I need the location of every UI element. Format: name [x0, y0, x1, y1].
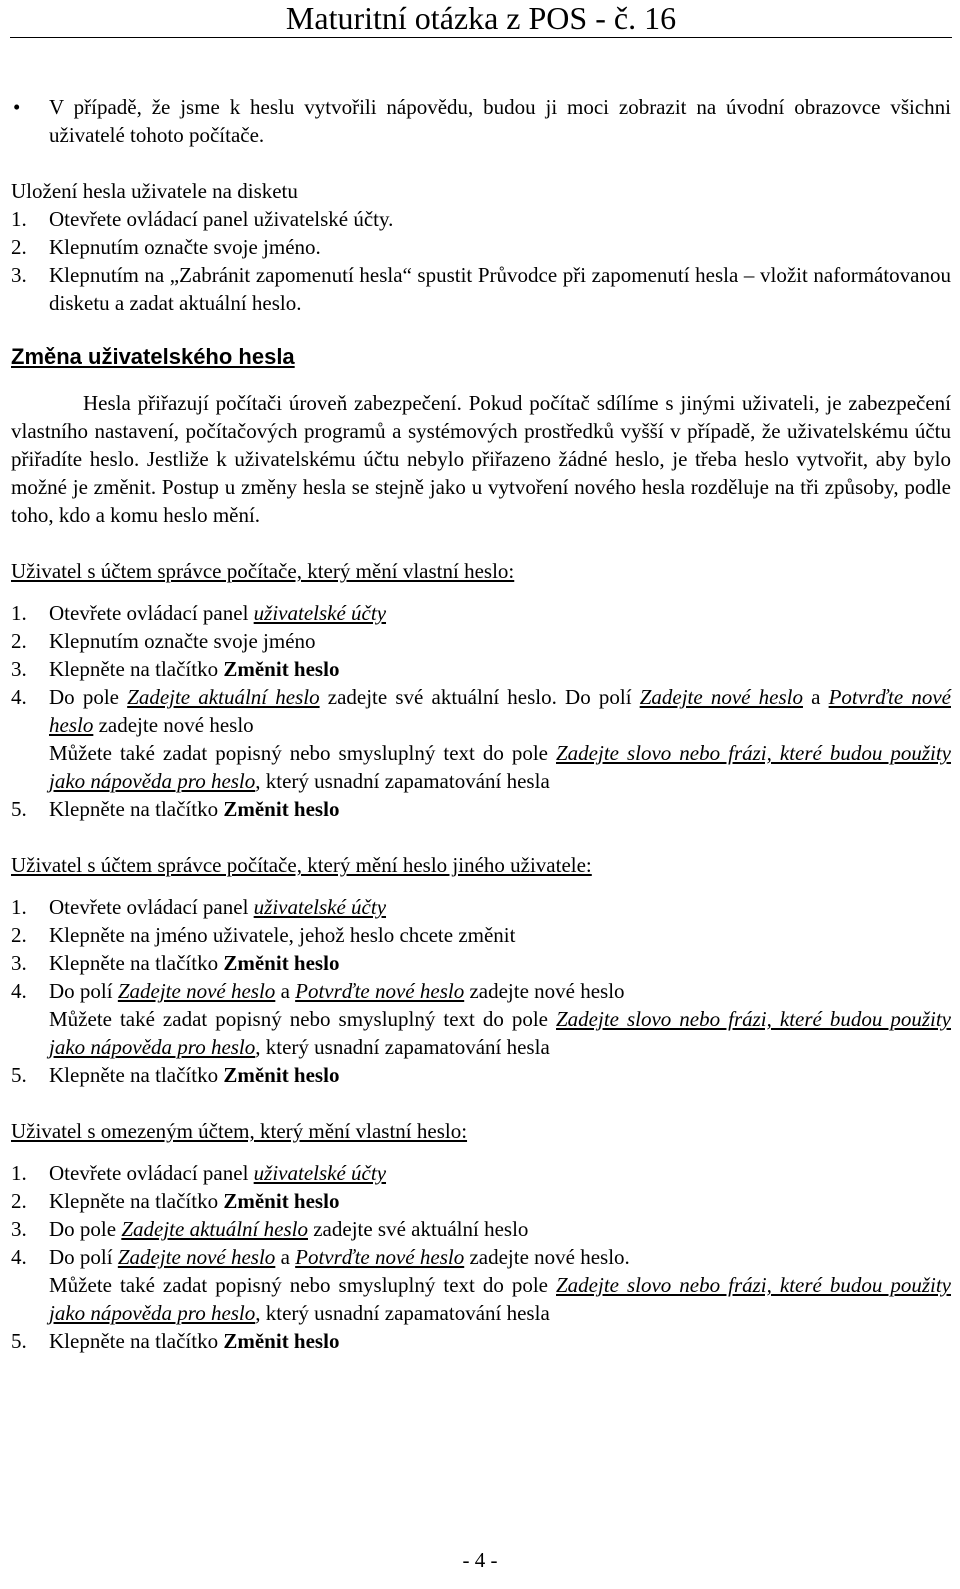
list-item-text: Klepnutím označte svoje jméno	[49, 629, 316, 653]
list-number: 5.	[11, 1063, 27, 1087]
list-number: 3.	[11, 263, 27, 287]
list-item-text: a	[275, 1245, 296, 1269]
intro-bullet	[11, 93, 951, 149]
list-item-text: Otevřete ovládací panel	[49, 895, 254, 919]
list-number: 4.	[11, 979, 27, 1003]
list-item	[11, 1187, 951, 1215]
page-number: - 4 -	[462, 1548, 498, 1572]
list-item-text: Klepněte na tlačítko	[49, 657, 224, 681]
list-item	[11, 1327, 951, 1355]
field-name: Zadejte slovo nebo frázi, které budou použity jako nápověda pro heslo	[49, 1273, 951, 1325]
intro-bullet-text: V případě, že jsme k heslu vytvořili nápovědu, budou ji moci zobrazit na úvodní obrazovce všichni uživatelé tohoto počítače.	[49, 95, 951, 147]
list-number: 2.	[11, 923, 27, 947]
list-number: 4.	[11, 685, 27, 709]
limited-own-section	[11, 1117, 951, 1355]
list-item	[11, 921, 951, 949]
list-number: 3.	[11, 657, 27, 681]
list-number: 2.	[11, 629, 27, 653]
list-item	[11, 795, 951, 823]
field-name: Potvrďte nové heslo	[295, 979, 465, 1003]
list-item-text: zadejte své aktuální heslo. Do polí	[319, 685, 640, 709]
list-item-text: zadejte nové heslo	[464, 979, 625, 1003]
list-item-text: Klepněte na jméno uživatele, jehož heslo chcete změnit	[49, 923, 516, 947]
bullet-icon: •	[13, 95, 21, 119]
list-item-text: Otevřete ovládací panel	[49, 1161, 254, 1185]
field-name: Zadejte nové heslo	[117, 979, 276, 1003]
list-item	[11, 1159, 951, 1187]
admin-own-heading: Uživatel s účtem správce počítače, který mění vlastní heslo:	[11, 559, 515, 583]
list-item	[11, 233, 951, 261]
list-item-text: Klepněte na tlačítko	[49, 951, 224, 975]
disk-section	[11, 177, 951, 317]
list-item-text: Otevřete ovládací panel uživatelské účty.	[49, 207, 394, 231]
field-name: Zadejte slovo nebo frázi, které budou použity jako nápověda pro heslo	[49, 741, 951, 793]
field-name: Potvrďte nové heslo	[49, 685, 951, 737]
hint-text: Můžete také zadat popisný nebo smysluplný text do pole	[49, 1273, 556, 1297]
list-number: 5.	[11, 1329, 27, 1353]
field-name: Zadejte aktuální heslo	[121, 1217, 308, 1241]
document-title: Maturitní otázka z POS - č. 16	[285, 0, 677, 36]
button-name: Změnit heslo	[223, 1063, 340, 1087]
list-item-text: a	[275, 979, 296, 1003]
control-panel-link[interactable]: uživatelské účty	[253, 895, 387, 919]
section-heading-change-password: Změna uživatelského hesla	[11, 344, 295, 369]
hint-text: Můžete také zadat popisný nebo smysluplný text do pole	[49, 741, 556, 765]
list-item	[11, 205, 951, 233]
list-number: 2.	[11, 235, 27, 259]
control-panel-link[interactable]: uživatelské účty	[253, 601, 387, 625]
list-item-text: Do polí	[49, 979, 118, 1003]
list-item-text: Klepnutím na „Zabránit zapomenutí hesla“ spustit Průvodce při zapomenutí hesla – vložit naformátovanou disketu a zadat aktuální heslo.	[49, 263, 951, 315]
button-name: Změnit heslo	[223, 1329, 340, 1353]
list-item-text: Klepněte na tlačítko	[49, 1189, 224, 1213]
list-number: 4.	[11, 1245, 27, 1269]
control-panel-link[interactable]: uživatelské účty	[253, 1161, 387, 1185]
disk-section-heading: Uložení hesla uživatele na disketu	[11, 179, 298, 203]
list-item	[11, 655, 951, 683]
list-item	[11, 599, 951, 627]
list-item	[11, 627, 951, 655]
field-name: Zadejte nové heslo	[117, 1245, 276, 1269]
button-name: Změnit heslo	[223, 657, 340, 681]
field-name: Zadejte aktuální heslo	[127, 685, 320, 709]
list-item-text: Do polí	[49, 1245, 118, 1269]
button-name: Změnit heslo	[223, 951, 340, 975]
list-item-text: Do pole	[49, 685, 128, 709]
hint-text: , který usnadní zapamatování hesla	[255, 1301, 550, 1325]
admin-other-section	[11, 851, 951, 1089]
list-item-text: Klepněte na tlačítko	[49, 1329, 224, 1353]
button-name: Změnit heslo	[223, 1189, 340, 1213]
list-item	[11, 261, 951, 317]
hint-paragraph	[11, 1005, 951, 1061]
list-number: 3.	[11, 1217, 27, 1241]
list-item	[11, 893, 951, 921]
list-item	[11, 977, 951, 1005]
list-item-text: Klepnutím označte svoje jméno.	[49, 235, 321, 259]
hint-paragraph	[11, 1271, 951, 1327]
list-number: 1.	[11, 895, 27, 919]
list-item-text: a	[802, 685, 829, 709]
list-number: 5.	[11, 797, 27, 821]
list-item	[11, 1243, 951, 1271]
hint-paragraph	[11, 739, 951, 795]
list-item-text: zadejte nové heslo.	[464, 1245, 630, 1269]
hint-text: , který usnadní zapamatování hesla	[255, 769, 550, 793]
list-number: 1.	[11, 601, 27, 625]
list-item-text: Do pole	[49, 1217, 122, 1241]
list-number: 2.	[11, 1189, 27, 1213]
list-item-text: zadejte nové heslo	[93, 713, 254, 737]
field-name: Zadejte slovo nebo frázi, které budou použity jako nápověda pro heslo	[49, 1007, 951, 1059]
list-item-text: Klepněte na tlačítko	[49, 797, 224, 821]
document-body	[11, 93, 951, 1355]
admin-own-section	[11, 557, 951, 823]
list-item	[11, 1215, 951, 1243]
admin-other-heading: Uživatel s účtem správce počítače, který mění heslo jiného uživatele:	[11, 853, 592, 877]
hint-text: Můžete také zadat popisný nebo smysluplný text do pole	[49, 1007, 556, 1031]
list-item	[11, 683, 951, 739]
field-name: Potvrďte nové heslo	[295, 1245, 465, 1269]
list-number: 1.	[11, 1161, 27, 1185]
page-header	[10, 0, 952, 38]
list-item-text: Otevřete ovládací panel	[49, 601, 254, 625]
list-number: 1.	[11, 207, 27, 231]
list-item	[11, 949, 951, 977]
list-item	[11, 1061, 951, 1089]
hint-text: , který usnadní zapamatování hesla	[255, 1035, 550, 1059]
list-number: 3.	[11, 951, 27, 975]
limited-own-heading: Uživatel s omezeným účtem, který mění vlastní heslo:	[11, 1119, 468, 1143]
change-paragraph: Hesla přiřazují počítači úroveň zabezpečení. Pokud počítač sdílíme s jinými uživateli, je zabezpečení vlastního nastavení, počítačových programů a systémových prostředků vyšší v případě, že uživatelskému účtu přiřadíte heslo. Jestliže k uživatelskému účtu nebylo přiřazeno žádné heslo, je třeba heslo vytvořit, aby bylo možné je změnit. Postup u změny hesla se stejně jako u vytvoření nového hesla rozděluje na tři způsoby, podle toho, kdo a komu heslo mění.	[11, 391, 951, 527]
field-name: Zadejte nové heslo	[639, 685, 803, 709]
list-item-text: zadejte své aktuální heslo	[307, 1217, 529, 1241]
button-name: Změnit heslo	[223, 797, 340, 821]
list-item-text: Klepněte na tlačítko	[49, 1063, 224, 1087]
